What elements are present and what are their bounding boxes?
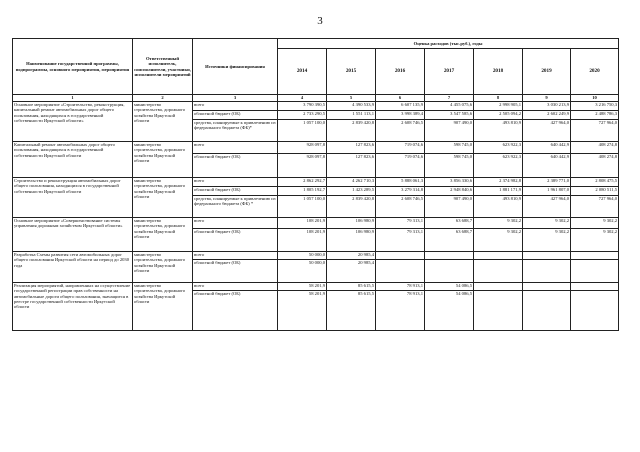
amount-cell: 50 000,0	[278, 260, 327, 283]
amount-cell: 9 302,2	[523, 229, 571, 252]
amount-cell: 6 607 135,9	[376, 102, 425, 111]
amount-cell: 928 097,8	[278, 154, 327, 178]
amount-cell: 63 688,7	[425, 218, 474, 229]
amount-cell: 2 733 290,5	[278, 111, 327, 120]
amount-cell: 50 000,0	[278, 252, 327, 260]
table-row	[13, 283, 619, 291]
amount-cell: 5 888 061,3	[376, 178, 425, 187]
executor-cell: министерство строительства, дорожного хозяйства Иркутской области	[133, 283, 193, 331]
funding-source-cell: областной бюджет (ОБ)	[193, 260, 278, 283]
amount-cell: 719 074,6	[376, 154, 425, 178]
amount-cell	[474, 252, 523, 260]
activity-name-cell: Реализация мероприятий, направленных на осуществление государственной регистрации прав собственности на автомобильные дороги общего пользования, значащиеся в реестре государственной собственности Иркутской области	[13, 283, 133, 331]
activity-name-cell: Основное мероприятие «Строительство, реконструкция, капитальный ремонт автомобильных дорог общего пользования, находящихся в государственной собственности Иркутской области»	[13, 102, 133, 142]
amount-cell: 2 602 249,9	[523, 111, 571, 120]
amount-cell	[571, 260, 619, 283]
amount-cell: 2 488 786,3	[571, 111, 619, 120]
amount-cell: 640 442,9	[523, 154, 571, 178]
amount-cell: 1 961 807,0	[523, 187, 571, 196]
column-number: 9	[523, 95, 571, 102]
amount-cell: 408 274,8	[571, 154, 619, 178]
amount-cell: 2 862 292,7	[278, 178, 327, 187]
amount-cell: 79 313,1	[376, 229, 425, 252]
amount-cell: 127 823,6	[327, 142, 376, 154]
amount-cell: 3 547 585,6	[425, 111, 474, 120]
amount-cell: 3 790 390,5	[278, 102, 327, 111]
amount-cell	[376, 260, 425, 283]
amount-cell: 9 302,2	[571, 218, 619, 229]
amount-cell	[425, 260, 474, 283]
column-number: 10	[571, 95, 619, 102]
amount-cell: 493 810,9	[474, 120, 523, 142]
amount-cell: 3 030 213,9	[523, 102, 571, 111]
amount-cell: 2 389 771,0	[523, 178, 571, 187]
amount-cell: 598 745,0	[425, 142, 474, 154]
amount-cell: 85 615,5	[327, 291, 376, 331]
column-number: 2	[133, 95, 193, 102]
funding-source-cell: средства, планируемые к привлечению из федерального бюджета (ФБ)*	[193, 120, 278, 142]
amount-cell	[474, 291, 523, 331]
amount-cell: 54 086,5	[425, 291, 474, 331]
amount-cell: 4 390 533,9	[327, 102, 376, 111]
amount-cell: 623 922,3	[474, 154, 523, 178]
amount-cell: 907 490,0	[425, 120, 474, 142]
column-number: 5	[327, 95, 376, 102]
amount-cell: 3 856 330,6	[425, 178, 474, 187]
amount-cell: 108 201,9	[278, 229, 327, 252]
amount-cell: 640 442,9	[523, 142, 571, 154]
amount-cell	[474, 260, 523, 283]
amount-cell: 58 201,9	[278, 291, 327, 331]
amount-cell: 9 302,2	[523, 218, 571, 229]
amount-cell: 1 551 113,1	[327, 111, 376, 120]
amount-cell: 727 964,0	[571, 120, 619, 142]
amount-cell: 127 823,6	[327, 154, 376, 178]
table-row	[13, 102, 619, 111]
activity-name-cell: Разработка Схемы развития сети автомобильных дорог общего пользования Иркутской области на период до 2030 года	[13, 252, 133, 283]
header-year: 2019	[523, 49, 571, 95]
funding-source-cell: областной бюджет (ОБ)	[193, 229, 278, 252]
amount-cell: 54 086,5	[425, 283, 474, 291]
funding-source-cell: всего	[193, 178, 278, 187]
amount-cell: 1 423 289,5	[327, 187, 376, 196]
activity-name-cell: Капитальный ремонт автомобильных дорог общего пользования, находящихся в государственной собственности Иркутской области	[13, 142, 133, 178]
amount-cell: 2 505 094,2	[474, 111, 523, 120]
amount-cell: 79 313,1	[376, 218, 425, 229]
header-year: 2020	[571, 49, 619, 95]
amount-cell: 408 274,8	[571, 142, 619, 154]
amount-cell: 1 805 192,7	[278, 187, 327, 196]
header-source: Источники финансирования	[193, 39, 278, 95]
amount-cell: 727 964,0	[571, 196, 619, 218]
amount-cell	[523, 283, 571, 291]
amount-cell	[523, 252, 571, 260]
amount-cell: 3 216 750,3	[571, 102, 619, 111]
column-number: 4	[278, 95, 327, 102]
amount-cell: 1 881 171,9	[474, 187, 523, 196]
amount-cell: 2 080 511,5	[571, 187, 619, 196]
header-name: Наименование государственной программы, подпрограммы, основного мероприятия, мероприятия	[13, 39, 133, 95]
funding-source-cell: всего	[193, 142, 278, 154]
amount-cell: 598 745,0	[425, 154, 474, 178]
amount-cell: 63 688,7	[425, 229, 474, 252]
column-number: 1	[13, 95, 133, 102]
table-row	[13, 178, 619, 187]
column-numbers-row	[13, 95, 619, 102]
amount-cell: 427 964,0	[523, 196, 571, 218]
amount-cell	[571, 252, 619, 260]
funding-source-cell: областной бюджет (ОБ)	[193, 187, 278, 196]
header-executor: Ответственный исполнитель, соисполнители, участники, исполнители мероприятий	[133, 39, 193, 95]
funding-source-cell: областной бюджет (ОБ)	[193, 291, 278, 331]
column-number: 3	[193, 95, 278, 102]
executor-cell: министерство строительства, дорожного хозяйства Иркутской области	[133, 102, 193, 142]
amount-cell	[523, 260, 571, 283]
executor-cell: министерство строительства, дорожного хозяйства Иркутской области	[133, 218, 193, 252]
amount-cell	[523, 291, 571, 331]
column-number: 6	[376, 95, 425, 102]
amount-cell: 106 980,9	[327, 229, 376, 252]
financing-table	[12, 38, 619, 331]
amount-cell	[425, 252, 474, 260]
amount-cell: 2 374 982,8	[474, 178, 523, 187]
header-year: 2017	[425, 49, 474, 95]
amount-cell: 9 302,2	[474, 229, 523, 252]
amount-cell: 2 839 420,8	[327, 196, 376, 218]
amount-cell: 9 302,2	[474, 218, 523, 229]
executor-cell: министерство строительства, дорожного хозяйства Иркутской области	[133, 142, 193, 178]
header-estimate: Оценка расходов (тыс.руб.), годы	[278, 39, 619, 49]
amount-cell: 623 922,3	[474, 142, 523, 154]
page-number: 3	[317, 15, 323, 27]
amount-cell: 493 810,9	[474, 196, 523, 218]
amount-cell: 2 608 746,5	[376, 196, 425, 218]
header-year: 2016	[376, 49, 425, 95]
amount-cell: 719 074,6	[376, 142, 425, 154]
amount-cell	[571, 283, 619, 291]
table-row	[13, 252, 619, 260]
amount-cell: 78 913,1	[376, 291, 425, 331]
amount-cell: 108 201,9	[278, 218, 327, 229]
amount-cell: 1 057 100,0	[278, 120, 327, 142]
activity-name-cell: Строительство и реконструкция автомобильных дорог общего пользования, находящихся в государственной собственности Иркутской области	[13, 178, 133, 218]
amount-cell: 3 279 314,8	[376, 187, 425, 196]
amount-cell: 2 808 475,5	[571, 178, 619, 187]
amount-cell	[376, 252, 425, 260]
amount-cell: 20 985,4	[327, 260, 376, 283]
funding-source-cell: областной бюджет (ОБ)	[193, 111, 278, 120]
amount-cell: 427 964,0	[523, 120, 571, 142]
amount-cell: 2 608 746,5	[376, 120, 425, 142]
header-year: 2018	[474, 49, 523, 95]
amount-cell: 1 057 100,0	[278, 196, 327, 218]
column-number: 7	[425, 95, 474, 102]
funding-source-cell: всего	[193, 102, 278, 111]
table-row	[13, 218, 619, 229]
column-number: 8	[474, 95, 523, 102]
amount-cell: 58 201,9	[278, 283, 327, 291]
amount-cell: 85 615,5	[327, 283, 376, 291]
amount-cell	[571, 291, 619, 331]
amount-cell: 2 948 840,6	[425, 187, 474, 196]
amount-cell: 3 998 389,4	[376, 111, 425, 120]
funding-source-cell: всего	[193, 218, 278, 229]
activity-name-cell: Основное мероприятие «Совершенствование системы управления дорожным хозяйством Иркутской области»	[13, 218, 133, 252]
amount-cell: 907 490,0	[425, 196, 474, 218]
amount-cell: 4 262 710,3	[327, 178, 376, 187]
amount-cell: 928 097,8	[278, 142, 327, 154]
executor-cell: министерство строительства, дорожного хозяйства Иркутской области	[133, 252, 193, 283]
funding-source-cell: всего	[193, 283, 278, 291]
header-year: 2014	[278, 49, 327, 95]
amount-cell: 106 980,9	[327, 218, 376, 229]
executor-cell: министерство строительства, дорожного хозяйства Иркутской области	[133, 178, 193, 218]
funding-source-cell: областной бюджет (ОБ)	[193, 154, 278, 178]
funding-source-cell: всего	[193, 252, 278, 260]
funding-source-cell: средства, планируемые к привлечению из федерального бюджета (ФБ) *	[193, 196, 278, 218]
amount-cell: 20 985,4	[327, 252, 376, 260]
amount-cell: 2 839 420,8	[327, 120, 376, 142]
amount-cell: 78 913,1	[376, 283, 425, 291]
amount-cell: 4 455 075,6	[425, 102, 474, 111]
amount-cell: 2 998 905,1	[474, 102, 523, 111]
header-year: 2015	[327, 49, 376, 95]
amount-cell	[474, 283, 523, 291]
table-row	[13, 142, 619, 154]
amount-cell: 9 302,2	[571, 229, 619, 252]
